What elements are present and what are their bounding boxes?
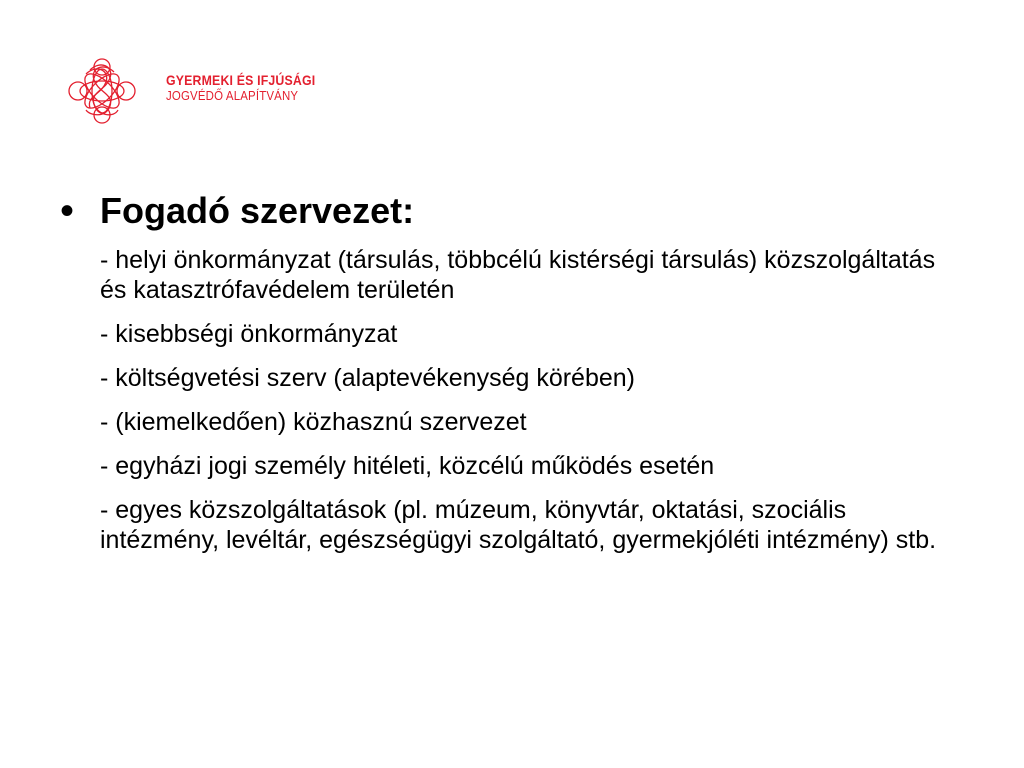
list-item: - egyes közszolgáltatások (pl. múzeum, könyvtár, oktatási, szociális intézmény, levéltár, egészségügyi szolgáltató, gyermekjóléti intézmény) stb.: [100, 496, 937, 554]
list-item: - egyházi jogi személy hitéleti, közcélú működés esetén: [100, 452, 715, 480]
heading-row: [60, 183, 960, 239]
list-item: - költségvetési szerv (alaptevékenység körében): [100, 364, 635, 392]
slide-heading: Fogadó szervezet:: [100, 190, 415, 231]
swirl-logo-icon: [60, 56, 144, 126]
list-item: - helyi önkormányzat (társulás, többcélú kistérségi társulás) közszolgáltatás és katasztrófavédelem területén: [100, 246, 936, 304]
organization-type-list: [100, 245, 960, 569]
list-item: - kisebbségi önkormányzat: [100, 320, 398, 348]
organization-logo: [60, 56, 340, 126]
bullet-marker: •: [60, 189, 75, 233]
logo-title-line1: GYERMEKI ÉS IFJÚSÁGI: [166, 72, 316, 88]
logo-wordmark: [166, 72, 336, 104]
logo-title-line2: JOGVÉDŐ ALAPÍTVÁNY: [166, 88, 299, 103]
slide-content: [60, 183, 960, 554]
list-item: - (kiemelkedően) közhasznú szervezet: [100, 408, 527, 436]
